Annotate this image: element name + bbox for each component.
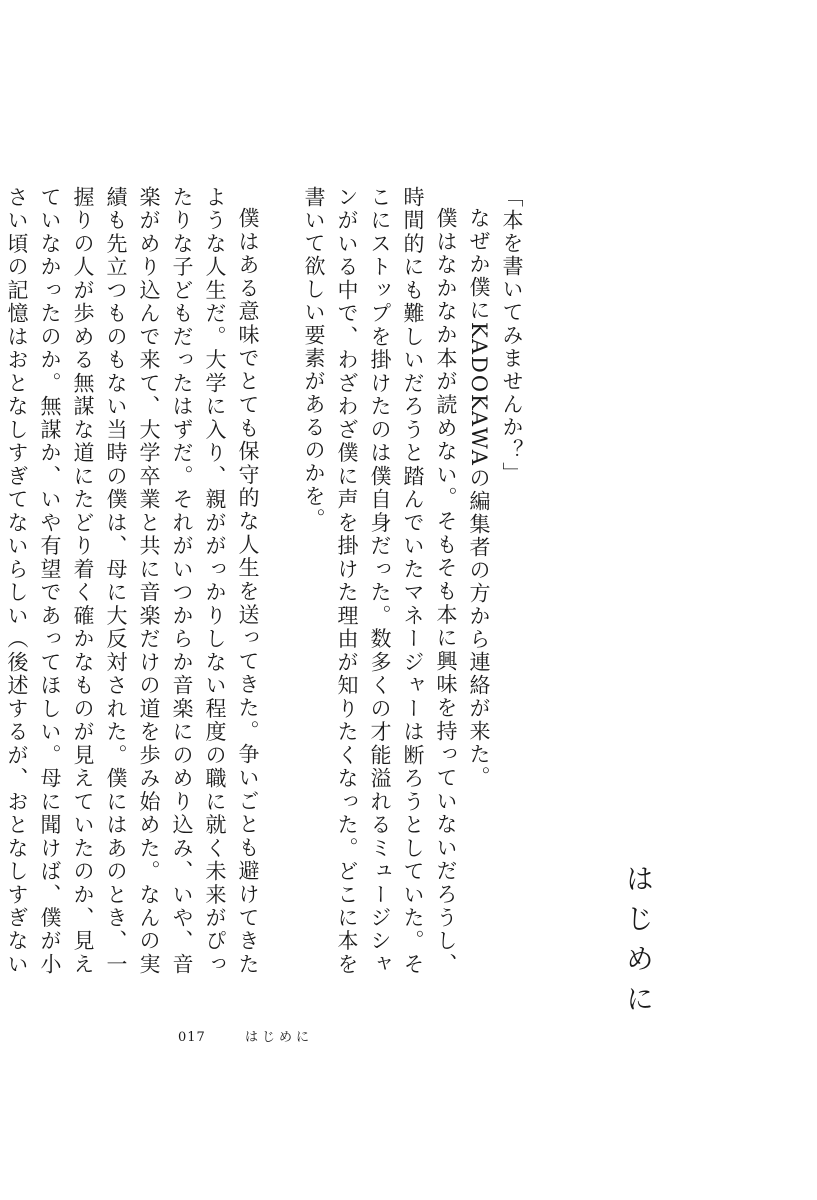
paragraph-life: 僕はある意味でとても保守的な人生を送ってきた。争いごとも避けてきたような人生だ。大学に入り、親ががっかりしない程度の職に就く未来がぴったりな子どもだったはずだ。それがいつからか音楽にのめり込み、いや、音楽がめり込んで来て、大学卒業と共に音楽だけの道を歩み始めた。なんの実績も先立つものもない当時の僕は、母に大反対された。僕にはあのとき、一握りの人が歩める無謀な道にたどり着く確かなものが見えていたのか、見えていなかったのか。無謀か、いや有望であってほしい。母に聞けば、僕が小さい頃の記憶はおとなしすぎてないらしい（後述するが、おとなしすぎない	[5, 186, 260, 977]
body-text	[5, 186, 528, 977]
running-title: はじめに	[244, 1030, 313, 1045]
paragraph-contact: なぜか僕にKADOKAWAの編集者の方から連絡が来た。	[467, 207, 491, 789]
page-number: 017	[178, 1030, 206, 1045]
page-footer	[178, 1026, 313, 1045]
paragraph-break	[264, 186, 297, 976]
paragraph-reading: 僕はなかなか本が読めない。そもそも本に興味を持っていないだろうし、時間的にも難しいだろうと踏んでいたマネージャーは断ろうとしていた。そこにストップを掛けたのは僕自身だった。数多くの才能溢れるミュージシャンがいる中で、わざわざ僕に声を掛けた理由が知りたくなった。どこに本を書いて欲しい要素があるのかを。	[302, 186, 458, 977]
chapter-title: はじめに	[622, 864, 655, 1024]
paragraph-quote: 「本を書いてみませんか？」	[500, 186, 524, 485]
